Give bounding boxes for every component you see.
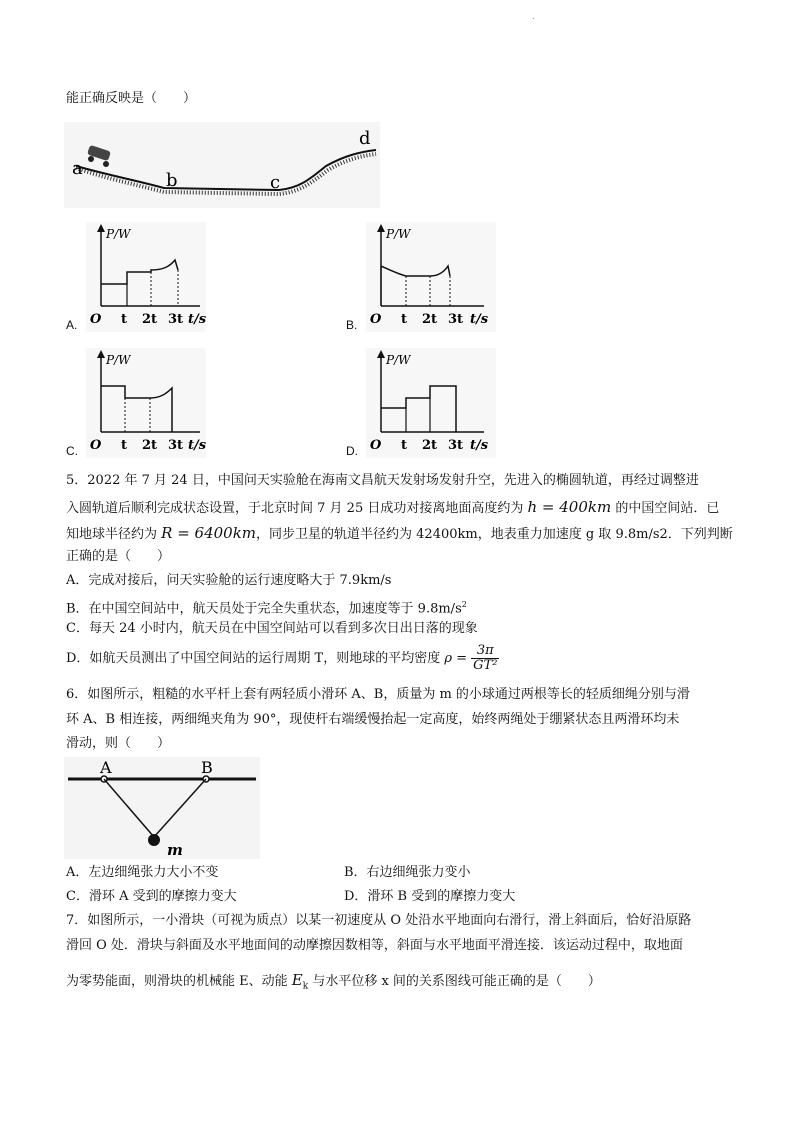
q4-option-a-graph bbox=[86, 222, 206, 332]
svg-text:t: t bbox=[401, 438, 408, 453]
svg-text:P/W: P/W bbox=[106, 353, 131, 367]
svg-text:t/s: t/s bbox=[470, 312, 489, 327]
q4-option-b-graph bbox=[366, 222, 496, 332]
svg-text:t/s: t/s bbox=[188, 312, 206, 327]
q4-option-c-graph bbox=[86, 348, 206, 458]
q6-option-c: C．滑环 A 受到的摩擦力变大 bbox=[66, 889, 237, 904]
q5-option-c: C．每天 24 小时内，航天员在中国空间站可以看到多次日出日落的现象 bbox=[66, 621, 478, 636]
svg-text:t/s: t/s bbox=[470, 438, 489, 453]
svg-text:O: O bbox=[370, 438, 382, 453]
track-label-d: d bbox=[359, 128, 371, 149]
track-label-a: a bbox=[72, 158, 83, 179]
svg-text:P/W: P/W bbox=[386, 353, 411, 367]
q5-line-1: 5．2022 年 7 月 24 日，中国问天实验舱在海南文昌航天发射场发射升空，先进入的椭圆轨道，再经过调整进 bbox=[66, 473, 699, 488]
q7-line-3: 为零势能面，则滑块的机械能 E、动能 $E_k$ 与水平位移 x 间的关系图线可能正确的是（ ） bbox=[66, 971, 601, 992]
svg-text:O: O bbox=[370, 312, 382, 327]
page-mark: . bbox=[532, 12, 535, 21]
ball-m bbox=[148, 834, 160, 846]
q7-line-2: 滑回 O 处．滑块与斜面及水平地面间的动摩擦因数相等，斜面与水平地面平滑连接．该运动过程中，取地面 bbox=[66, 938, 683, 953]
svg-text:2t: 2t bbox=[422, 312, 438, 327]
q5-line-4: 正确的是（ ） bbox=[66, 549, 171, 564]
svg-text:O: O bbox=[90, 438, 102, 453]
q6-line-3: 滑动，则（ ） bbox=[66, 736, 171, 751]
svg-text:t: t bbox=[401, 312, 408, 327]
svg-text:m: m bbox=[167, 841, 183, 859]
svg-text:3t: 3t bbox=[168, 438, 184, 453]
q7-line-1: 7．如图所示，一小滑块（可视为质点）以某一初速度从 O 处沿水平地面向右滑行，滑上斜面后，恰好沿原路 bbox=[66, 913, 692, 928]
track-label-c: c bbox=[270, 172, 281, 193]
q5-line-2: 入圆轨道后顺利完成状态设置，于北京时间 7 月 25 日成功对接离地面高度约为 h = 400km 的中国空间站．已 bbox=[66, 498, 720, 516]
svg-text:B: B bbox=[201, 758, 213, 777]
svg-text:t: t bbox=[121, 312, 128, 327]
q4-track-figure bbox=[64, 122, 380, 208]
q4-option-c-letter: C. bbox=[66, 444, 78, 458]
q4-option-d-letter: D. bbox=[346, 444, 358, 458]
q4-option-b-letter: B. bbox=[346, 318, 358, 332]
svg-text:2t: 2t bbox=[142, 438, 158, 453]
svg-text:A: A bbox=[100, 758, 112, 777]
q4-option-d-graph bbox=[366, 348, 496, 458]
svg-text:3t: 3t bbox=[448, 438, 464, 453]
q6-option-a: A．左边细绳张力大小不变 bbox=[66, 865, 219, 880]
q4-tail-text: 能正确反映是（ ） bbox=[66, 91, 197, 106]
track-label-b: b bbox=[166, 170, 178, 191]
svg-text:2t: 2t bbox=[142, 312, 158, 327]
svg-text:t: t bbox=[121, 438, 128, 453]
svg-text:2t: 2t bbox=[422, 438, 438, 453]
svg-text:P/W: P/W bbox=[386, 227, 411, 241]
svg-text:t/s: t/s bbox=[188, 438, 206, 453]
svg-text:O: O bbox=[90, 312, 102, 327]
q6-option-d: D．滑环 B 受到的摩擦力变大 bbox=[344, 889, 516, 904]
svg-text:3t: 3t bbox=[168, 312, 184, 327]
q6-line-1: 6．如图所示，粗糙的水平杆上套有两轻质小滑环 A、B，质量为 m 的小球通过两根等长的轻质细绳分别与滑 bbox=[66, 687, 690, 702]
q6-line-2: 环 A、B 相连接，两细绳夹角为 90°，现使杆右端缓慢抬起一定高度，始终两绳处于绷紧状态且两滑环均未 bbox=[66, 712, 680, 727]
q5-option-a: A．完成对接后，问天实验舱的运行速度略大于 7.9km/s bbox=[66, 573, 392, 588]
svg-text:3t: 3t bbox=[448, 312, 464, 327]
q5-line-3: 知地球半径约为 R = 6400km，同步卫星的轨道半径约为 42400km，地表重力加速度 g 取 9.8m/s2．下列判断 bbox=[66, 524, 733, 542]
q4-option-a-letter: A. bbox=[66, 318, 78, 332]
density-fraction: $\frac{3\pi}{\text{GT²}}$ bbox=[473, 643, 498, 673]
q6-ring-figure bbox=[64, 757, 260, 859]
q5-option-b: B．在中国空间站中，航天员处于完全失重状态，加速度等于 $9.8m/s^2$ bbox=[66, 600, 467, 617]
q5-option-d: D．如航天员测出了中国空间站的运行周期 T，则地球的平均密度 ρ = $\frac{3\pi}{\text{GT²}}$ bbox=[66, 643, 498, 673]
svg-text:P/W: P/W bbox=[106, 227, 131, 241]
q6-option-b: B．右边细绳张力变小 bbox=[344, 865, 471, 880]
